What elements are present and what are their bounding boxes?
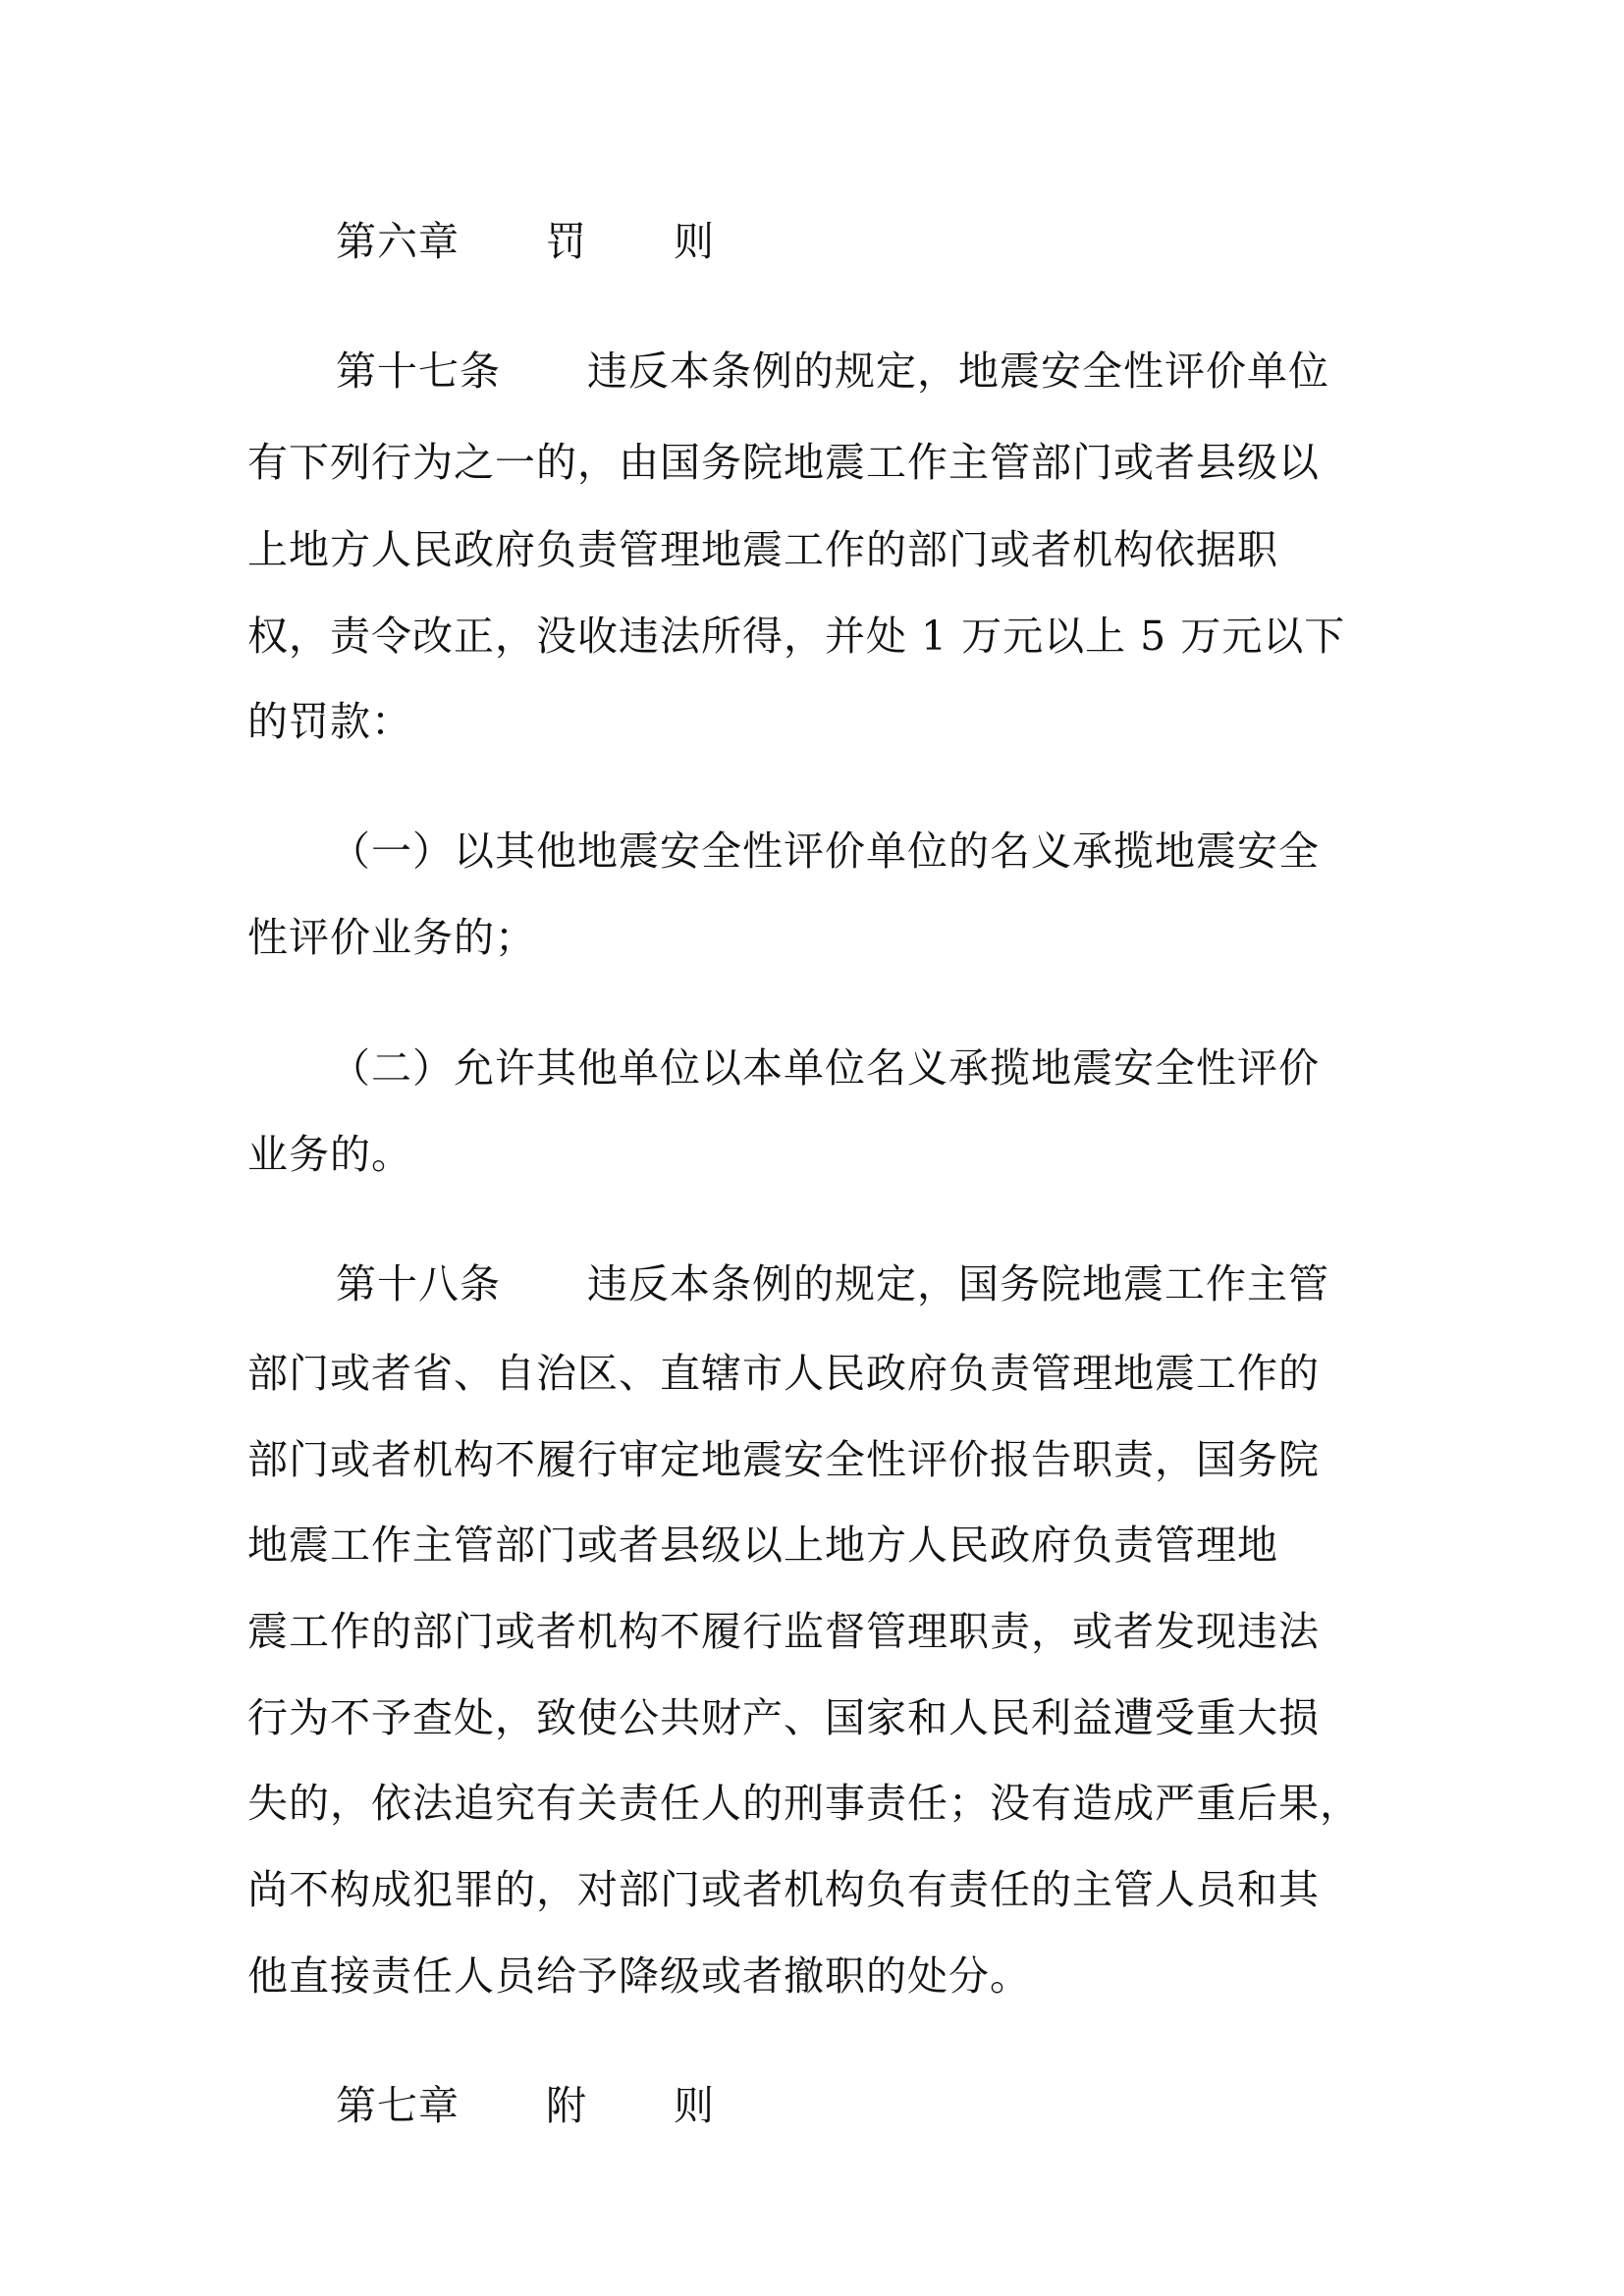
article-18-line-2: 部门或者省、自治区、直辖市人民政府负责管理地震工作的 (247, 1350, 1320, 1397)
item-2-line-1: （二）允许其他单位以本单位名义承揽地震安全性评价 (330, 1044, 1320, 1092)
article-18-line-5: 震工作的部门或者机构不履行监督管理职责，或者发现违法 (247, 1608, 1320, 1655)
item-1-line-1: （一）以其他地震安全性评价单位的名义承揽地震安全 (330, 828, 1320, 875)
item-1-line-2: 性评价业务的； (247, 914, 536, 961)
article-18-first-line (336, 1259, 1329, 1308)
chapter-6-title-second: 则 (674, 218, 715, 265)
article-17-line-3: 上地方人民政府负责管理地震工作的部门或者机构依据职 (247, 526, 1278, 573)
chapter-6-number: 第六章 (336, 218, 460, 265)
article-17-line-2: 有下列行为之一的，由国务院地震工作主管部门或者县级以 (247, 439, 1320, 486)
article-17-line-5: 的罚款： (247, 698, 412, 745)
article-17-first-line (336, 347, 1329, 396)
chapter-7-title-first: 附 (546, 2082, 587, 2129)
chapter-6-title-first: 罚 (546, 218, 587, 265)
article-18-line-9: 他直接责任人员给予降级或者撤职的处分。 (247, 1952, 1031, 2000)
chapter-7-heading (336, 2081, 715, 2130)
article-17-number: 第十七条 (336, 347, 501, 395)
article-17-line-4: 权，责令改正，没收违法所得，并处 1 万元以上 5 万元以下 (247, 613, 1346, 660)
article-18-line-7: 失的，依法追究有关责任人的刑事责任；没有造成严重后果， (247, 1780, 1361, 1827)
chapter-6-heading (336, 217, 715, 266)
article-18-number: 第十八条 (336, 1260, 501, 1308)
article-18-line-1: 违反本条例的规定，国务院地震工作主管 (587, 1260, 1329, 1308)
item-2-line-2: 业务的。 (247, 1131, 412, 1178)
chapter-7-title-second: 则 (674, 2082, 715, 2129)
article-18-line-8: 尚不构成犯罪的，对部门或者机构负有责任的主管人员和其 (247, 1866, 1320, 1913)
article-18-line-6: 行为不予查处，致使公共财产、国家和人民利益遭受重大损 (247, 1694, 1320, 1741)
chapter-7-number: 第七章 (336, 2082, 460, 2129)
article-17-line-1: 违反本条例的规定，地震安全性评价单位 (587, 347, 1329, 395)
article-18-line-4: 地震工作主管部门或者县级以上地方人民政府负责管理地 (247, 1522, 1278, 1569)
article-18-line-3: 部门或者机构不履行审定地震安全性评价报告职责，国务院 (247, 1436, 1320, 1483)
